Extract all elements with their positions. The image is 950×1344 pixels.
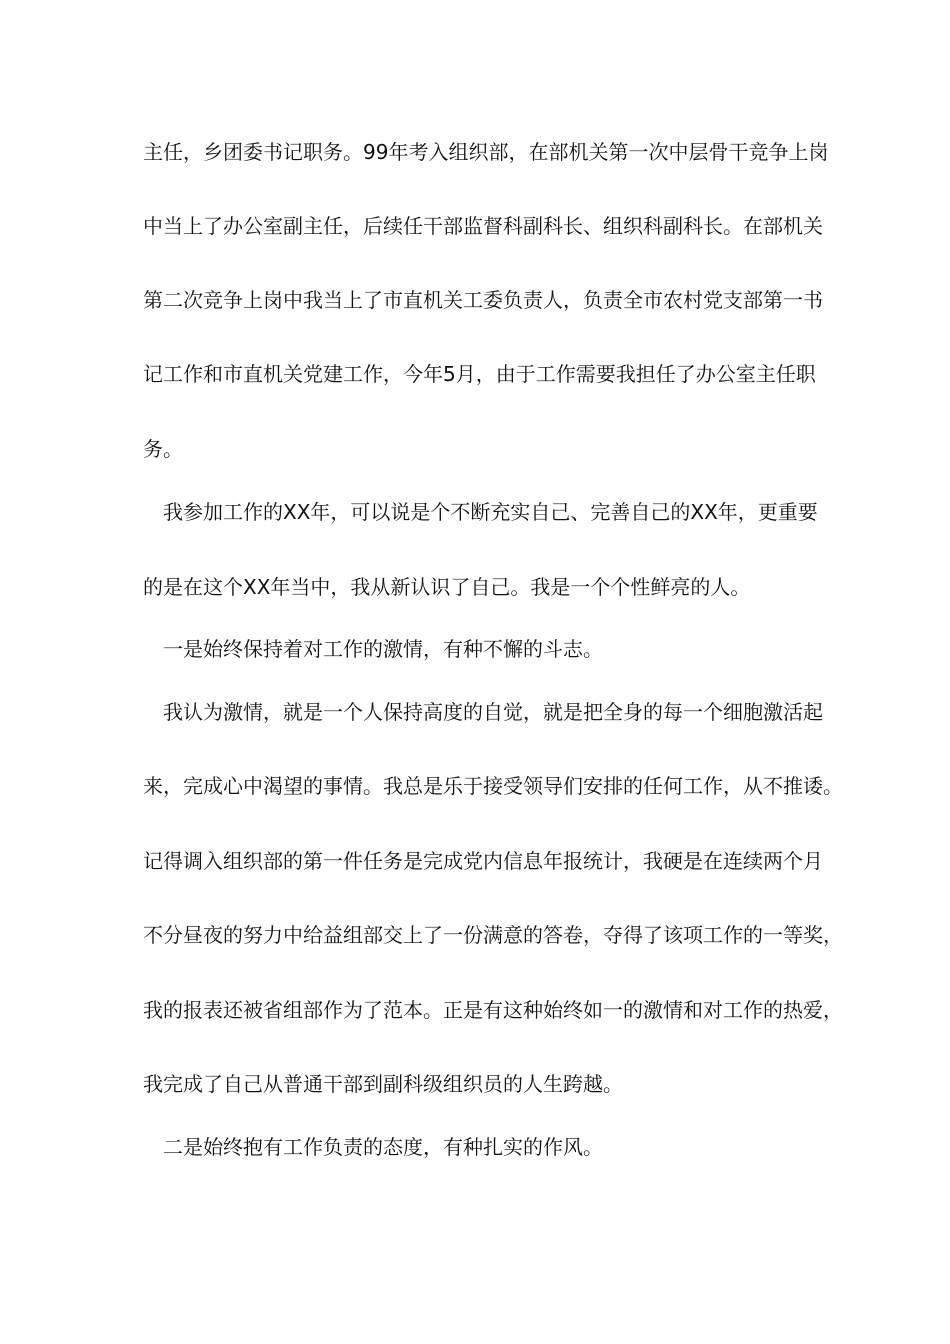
paragraph-line: 记工作和市直机关党建工作，今年5月，由于工作需要我担任了办公室主任职: [143, 362, 816, 386]
paragraph-line: 我认为激情，就是一个人保持高度的自觉，就是把全身的每一个细胞激活起: [163, 700, 823, 724]
paragraph-line: 来，完成心中渴望的事情。我总是乐于接受领导们安排的任何工作，从不推诿。: [143, 774, 843, 798]
paragraph-line: 我的报表还被省组部作为了范本。正是有这种始终如一的激情和对工作的热爱，: [143, 998, 843, 1022]
paragraph-line: 我完成了自己从普通干部到副科级组织员的人生跨越。: [143, 1072, 623, 1096]
paragraph-line: 中当上了办公室副主任，后续任干部监督科副科长、组织科副科长。在部机关: [143, 214, 823, 238]
paragraph-line: 务。: [143, 437, 183, 461]
paragraph-line: 不分昼夜的努力中给益组部交上了一份满意的答卷，夺得了该项工作的一等奖，: [143, 923, 843, 947]
paragraph-line: 我参加工作的XX年，可以说是个不断充实自己、完善自己的XX年，更重要: [163, 500, 818, 524]
paragraph-line: 主任，乡团委书记职务。99年考入组织部，在部机关第一次中层骨干竞争上岗: [143, 140, 829, 164]
section-heading: 二是始终抱有工作负责的态度，有种扎实的作风。: [163, 1135, 603, 1159]
paragraph-line: 的是在这个XX年当中，我从新认识了自己。我是一个个性鲜亮的人。: [143, 575, 751, 599]
paragraph-line: 记得调入组织部的第一件任务是完成党内信息年报统计，我硬是在连续两个月: [143, 849, 823, 873]
section-heading: 一是始终保持着对工作的激情，有种不懈的斗志。: [163, 637, 603, 661]
paragraph-line: 第二次竞争上岗中我当上了市直机关工委负责人，负责全市农村党支部第一书: [143, 288, 823, 312]
